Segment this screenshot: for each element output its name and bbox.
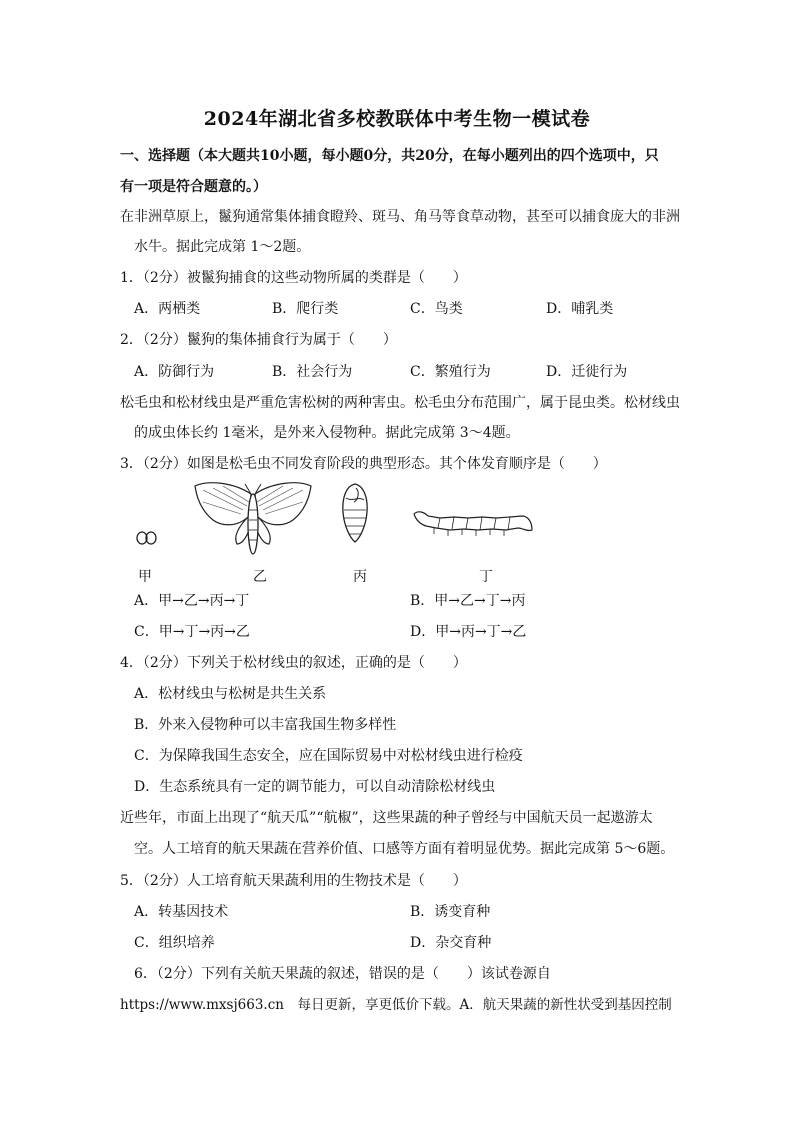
question-1-stem: 1．（2分）被鬣狗捕食的这些动物所属的类群是（ ） <box>120 270 467 286</box>
page-title: 2024年湖北省多校教联体中考生物一模试卷 <box>203 108 591 130</box>
q1-option-c: C．鸟类 <box>410 301 463 317</box>
q1-option-d: D．哺乳类 <box>546 301 614 317</box>
pupa-stage-illustration <box>340 482 370 544</box>
passage3-line1: 近些年，市面上出现了“航天瓜”“航椒”，这些果蔬的种子曾经与中国航天员一起遨游太 <box>120 810 653 826</box>
passage1-line2: 水牛。据此完成第 1～2题。 <box>134 239 311 255</box>
question-4-stem: 4．（2分）下列关于松材线虫的叙述，正确的是（ ） <box>120 655 467 671</box>
q3-option-b: B．甲→乙→丁→丙 <box>410 593 526 609</box>
question-3-stem: 3．（2分）如图是松毛虫不同发育阶段的典型形态。其个体发育顺序是（ ） <box>120 456 607 472</box>
question-2-stem: 2．（2分）鬣狗的集体捕食行为属于（ ） <box>120 332 397 348</box>
q2-option-c: C．繁殖行为 <box>410 364 491 380</box>
q2-option-a: A．防御行为 <box>134 364 215 380</box>
figure-label-bing: 丙 <box>353 569 367 585</box>
q5-option-b: B．诱变育种 <box>410 904 491 920</box>
q3-option-a: A．甲→乙→丙→丁 <box>134 593 250 609</box>
q1-option-a: A．两栖类 <box>134 301 201 317</box>
moth-stage-illustration <box>193 480 313 562</box>
q1-option-b: B．爬行类 <box>272 301 339 317</box>
q3-option-d: D．甲→丙→丁→乙 <box>410 624 527 640</box>
q4-option-d: D．生态系统具有一定的调节能力，可以自动清除松材线虫 <box>134 779 496 795</box>
passage2-line2: 的成虫体长约 1毫米，是外来入侵物种。据此完成第 3～4题。 <box>134 425 520 441</box>
q5-option-c: C．组织培养 <box>134 935 215 951</box>
passage1-line1: 在非洲草原上，鬣狗通常集体捕食瞪羚、斑马、角马等食草动物，甚至可以捕食庞大的非洲 <box>120 209 680 225</box>
section-heading-line2: 有一项是符合题意的。） <box>120 179 267 195</box>
figure-label-yi: 乙 <box>253 569 267 585</box>
q3-option-c: C．甲→丁→丙→乙 <box>134 624 250 640</box>
passage2-line1: 松毛虫和松材线虫是严重危害松树的两种害虫。松毛虫分布范围广，属于昆虫类。松材线虫 <box>120 395 680 411</box>
figure-label-ding: 丁 <box>479 569 493 585</box>
q2-option-b: B．社会行为 <box>272 364 353 380</box>
larva-stage-illustration <box>410 506 536 538</box>
figure-label-jia: 甲 <box>138 569 152 585</box>
q2-option-d: D．迁徙行为 <box>546 364 628 380</box>
q5-option-d: D．杂交育种 <box>410 935 492 951</box>
question-5-stem: 5．（2分）人工培育航天果蔬利用的生物技术是（ ） <box>120 873 467 889</box>
question-6-stem: 6．（2分）下列有关航天果蔬的叙述，错误的是（ ）该试卷源自 <box>134 966 551 982</box>
q4-option-c: C．为保障我国生态安全，应在国际贸易中对松材线虫进行检疫 <box>134 748 523 764</box>
section-heading-line1: 一、选择题（本大题共10小题，每小题0分，共20分，在每小题列出的四个选项中，只 <box>120 148 659 164</box>
egg-stage-illustration <box>136 531 158 545</box>
footer-source-text: https://www.mxsj663.cn 每日更新，享更低价下载。A．航天果蔬的新性状受到基因控制 <box>120 997 672 1013</box>
q4-option-b: B．外来入侵物种可以丰富我国生物多样性 <box>134 717 397 733</box>
passage3-line2: 空。人工培育的航天果蔬在营养价值、口感等方面有着明显优势。据此完成第 5～6题。 <box>134 841 675 857</box>
q4-option-a: A．松材线虫与松树是共生关系 <box>134 686 327 702</box>
q5-option-a: A．转基因技术 <box>134 904 229 920</box>
